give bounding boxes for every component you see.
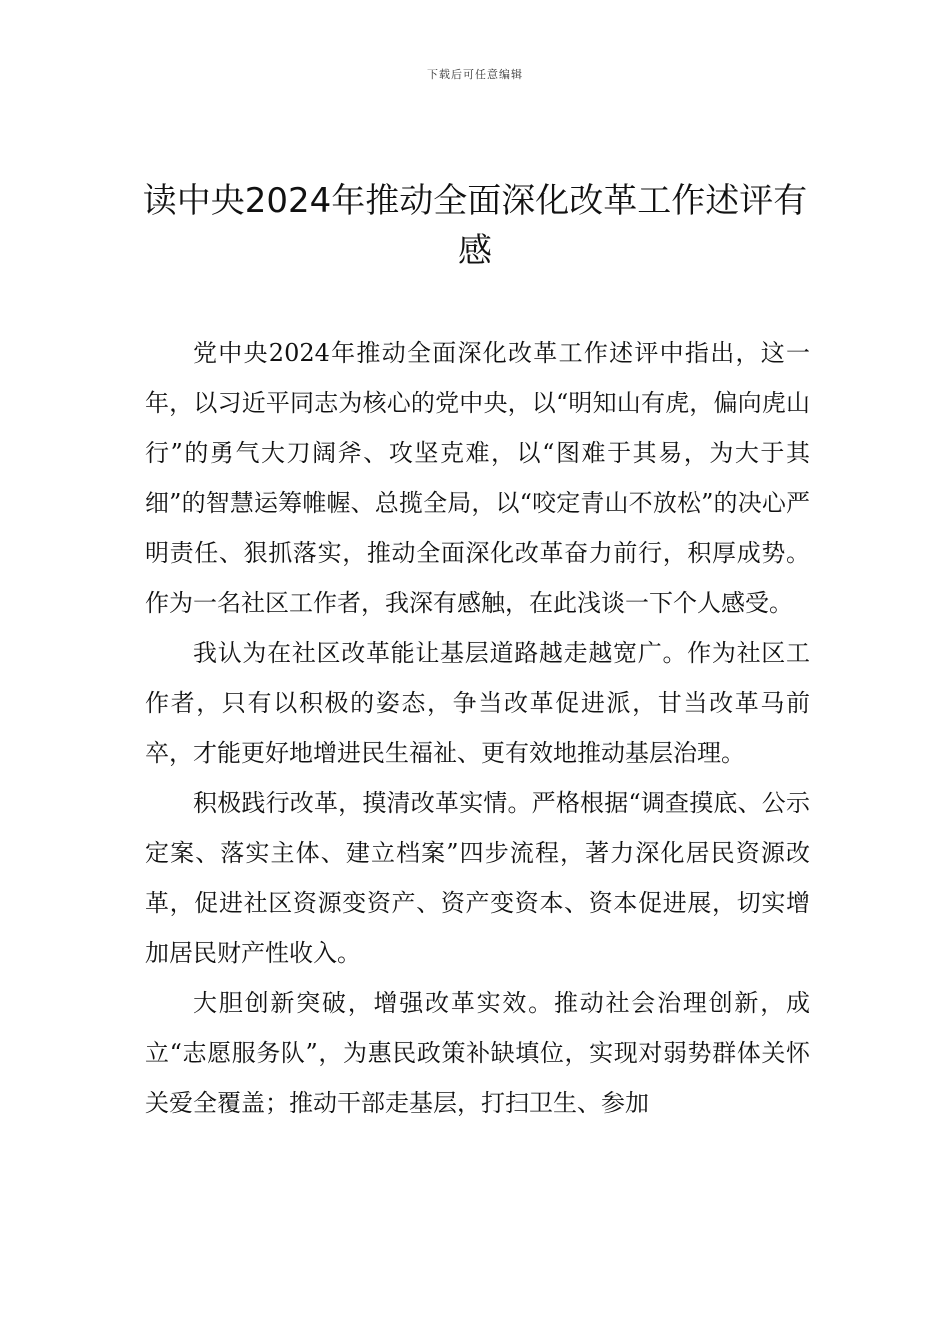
header-note: 下载后可任意编辑	[427, 68, 523, 81]
document-title: 读中央2024年推动全面深化改革工作述评有感	[142, 181, 808, 271]
document-body	[145, 328, 810, 1128]
paragraph-2: 我认为在社区改革能让基层道路越走越宽广。作为社区工作者，只有以积极的姿态，争当改革促进派，甘当改革马前卒，才能更好地增进民生福祉、更有效地推动基层治理。	[145, 639, 810, 767]
paragraph-4: 大胆创新突破，增强改革实效。推动社会治理创新，成立“志愿服务队”，为惠民政策补缺填位，实现对弱势群体关怀关爱全覆盖；推动干部走基层，打扫卫生、参加	[145, 989, 810, 1117]
paragraph-1: 党中央2024年推动全面深化改革工作述评中指出，这一年，以习近平同志为核心的党中央，以“明知山有虎，偏向虎山行”的勇气大刀阔斧、攻坚克难，以“图难于其易，为大于其细”的智慧运筹帷幄、总揽全局，以“咬定青山不放松”的决心严明责任、狠抓落实，推动全面深化改革奋力前行，积厚成势。作为一名社区工作者，我深有感触，在此浅谈一下个人感受。	[145, 339, 810, 617]
paragraph-3: 积极践行改革，摸清改革实情。严格根据“调查摸底、公示定案、落实主体、建立档案”四步流程，著力深化居民资源改革，促进社区资源变资产、资产变资本、资本促进展，切实增加居民财产性收入。	[145, 789, 810, 967]
